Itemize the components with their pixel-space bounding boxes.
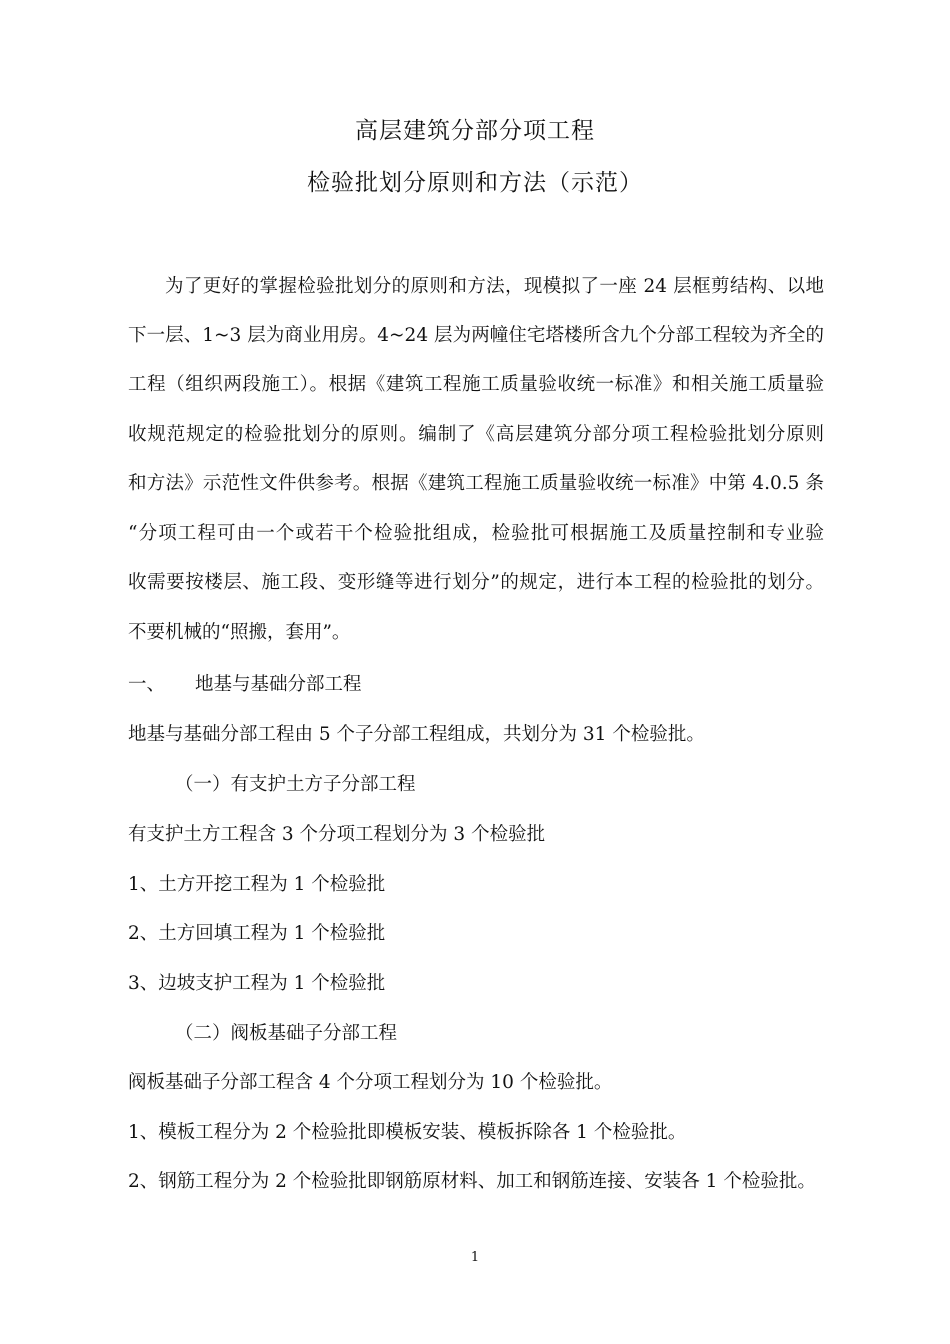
subsection-heading: （二）阀板基础子分部工程	[175, 1023, 398, 1044]
intro-line: “分项工程可由一个或若干个检验批组成，检验批可根据施工及质量控制和专业验	[128, 523, 824, 544]
section-summary: 地基与基础分部工程由 5 个子分部工程组成，共划分为 31 个检验批。	[128, 724, 705, 745]
subsection-summary: 阀板基础子分部工程含 4 个分项工程划分为 10 个检验批。	[128, 1072, 613, 1093]
document-title-line-1: 高层建筑分部分项工程	[355, 118, 595, 144]
list-item: 1、模板工程分为 2 个检验批即模板安装、模板拆除各 1 个检验批。	[128, 1122, 687, 1143]
document-title-line-2: 检验批划分原则和方法（示范）	[307, 170, 643, 196]
intro-line: 工程（组织两段施工）。根据《建筑工程施工质量验收统一标准》和相关施工质量验	[128, 374, 824, 395]
intro-line: 不要机械的“照搬，套用”。	[128, 622, 351, 643]
page-number: 1	[470, 1250, 480, 1265]
intro-line: 为了更好的掌握检验批划分的原则和方法，现模拟了一座 24 层框剪结构、以地	[165, 276, 824, 297]
subsection-heading: （一）有支护土方子分部工程	[175, 774, 416, 795]
section-heading: 地基与基础分部工程	[195, 674, 362, 695]
intro-line: 收需要按楼层、施工段、变形缝等进行划分”的规定，进行本工程的检验批的划分。	[128, 572, 824, 593]
intro-line: 收规范规定的检验批划分的原则。编制了《高层建筑分部分项工程检验批划分原则	[128, 424, 824, 445]
subsection-summary: 有支护土方工程含 3 个分项工程划分为 3 个检验批	[128, 824, 546, 845]
list-item: 2、土方回填工程为 1 个检验批	[128, 923, 386, 944]
intro-line: 下一层、1~3 层为商业用房。4~24 层为两幢住宅塔楼所含九个分部工程较为齐全的	[128, 325, 824, 346]
section-number: 一、	[128, 674, 166, 695]
list-item: 3、边坡支护工程为 1 个检验批	[128, 973, 386, 994]
list-item: 1、土方开挖工程为 1 个检验批	[128, 874, 386, 895]
intro-line: 和方法》示范性文件供参考。根据《建筑工程施工质量验收统一标准》中第 4.0.5 条	[128, 473, 824, 494]
list-item: 2、钢筋工程分为 2 个检验批即钢筋原材料、加工和钢筋连接、安装各 1 个检验批。	[128, 1171, 816, 1192]
